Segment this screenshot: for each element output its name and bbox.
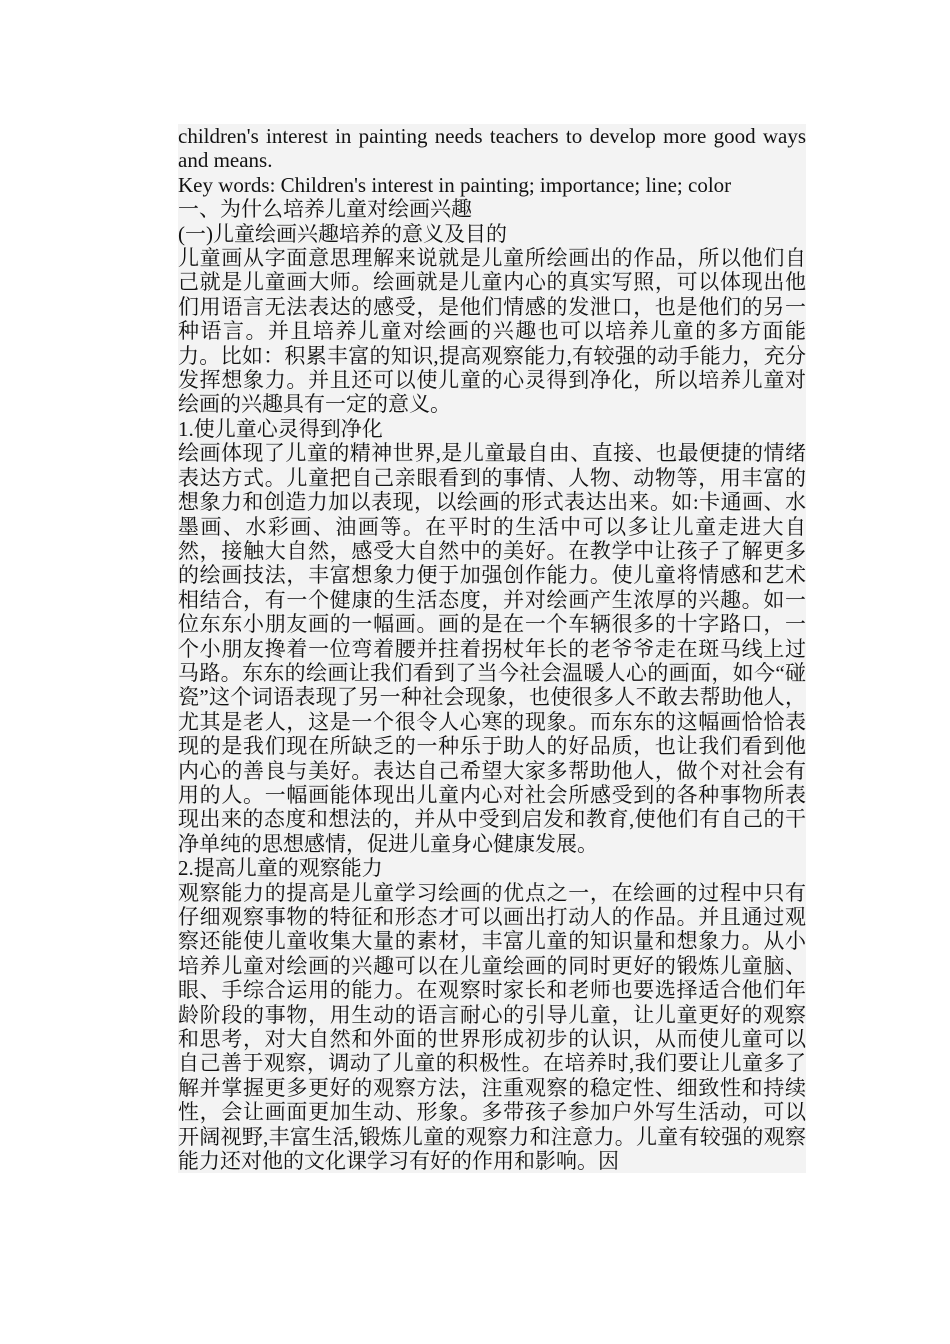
- abstract-tail: children's interest in painting needs teachers to develop more good ways and means.: [178, 124, 806, 173]
- body-paragraph-2: 观察能力的提高是儿童学习绘画的优点之一，在绘画的过程中只有仔细观察事物的特征和形态才可以画出打动人的作品。并且通过观察还能使儿童收集大量的素材，丰富儿童的知识量和想象力。从小培养儿童对绘画的兴趣可以在儿童绘画的同时更好的锻炼儿童脑、眼、手综合运用的能力。在观察时家长和老师也要选择适合他们年龄阶段的事物，用生动的语言耐心的引导儿童，让儿童更好的观察和思考，对大自然和外面的世界形成初步的认识，从而使儿童可以自己善于观察，调动了儿童的积极性。在培养时,我们要让儿童多了解并掌握更多更好的观察方法，注重观察的稳定性、细致性和持续性，会让画面更加生动、形象。多带孩子参加户外写生活动，可以开阔视野,丰富生活,锻炼儿童的观察力和注意力。儿童有较强的观察能力还对他的文化课学习有好的作用和影响。因: [178, 880, 806, 1174]
- intro-paragraph: 儿童画从字面意思理解来说就是儿童所绘画出的作品，所以他们自己就是儿童画大师。绘画就是儿童内心的真实写照，可以体现出他们用语言无法表达的感受，是他们情感的发泄口，也是他们的另一种语言。并且培养儿童对绘画的兴趣也可以培养儿童的多方面能力。比如：积累丰富的知识,提高观察能力,有较强的动手能力，充分发挥想象力。并且还可以使儿童的心灵得到净化，所以培养儿童对绘画的兴趣具有一定的意义。: [178, 246, 806, 417]
- body-paragraph-1: 绘画体现了儿童的精神世界,是儿童最自由、直接、也最便捷的情绪表达方式。儿童把自己亲眼看到的事情、人物、动物等，用丰富的想象力和创造力加以表现，以绘画的形式表达出来。如:卡通画、水墨画、水彩画、油画等。在平时的生活中可以多让儿童走进大自然，接触大自然，感受大自然中的美好。在教学中让孩子了解更多的绘画技法，丰富想象力便于加强创作能力。使儿童将情感和艺术相结合，有一个健康的生活态度，并对绘画产生浓厚的兴趣。如一位东东小朋友画的一幅画。画的是在一个车辆很多的十字路口，一个小朋友搀着一位弯着腰并拄着拐杖年长的老爷爷走在斑马线上过马路。东东的绘画让我们看到了当今社会温暖人心的画面，如今“碰瓷”这个词语表现了另一种社会现象，也使很多人不敢去帮助他人，尤其是老人，这是一个很令人心寒的现象。而东东的这幅画恰恰表现的是我们现在所缺乏的一种乐于助人的好品质，也让我们看到他内心的善良与美好。表达自己希望大家多帮助他人，做个对社会有用的人。一幅画能体现出儿童内心对社会所感受到的各种事物所表现出来的态度和想法的，并从中受到启发和教育,使他们有自己的干净单纯的思想感情，促进儿童身心健康发展。: [178, 441, 806, 856]
- point-heading-2: 2.提高儿童的观察能力: [178, 856, 806, 880]
- point-heading-1: 1.使儿童心灵得到净化: [178, 417, 806, 441]
- keywords-line: Key words: Children's interest in painting; importance; line; color: [178, 173, 806, 197]
- document-page: [178, 124, 806, 1173]
- subsection-heading: (一)儿童绘画兴趣培养的意义及目的: [178, 222, 806, 246]
- section-heading: 一、为什么培养儿童对绘画兴趣: [178, 197, 806, 221]
